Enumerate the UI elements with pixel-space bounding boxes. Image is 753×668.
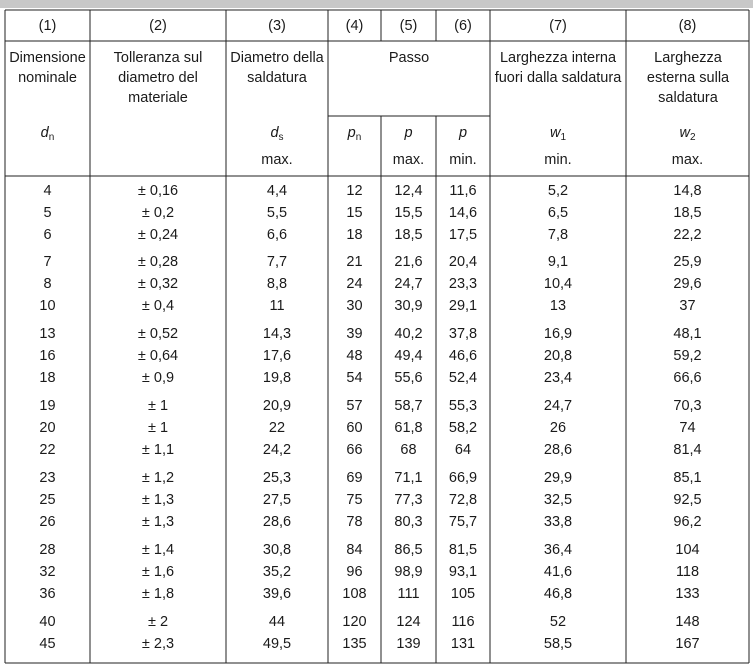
cell-passo-max: 77,3 — [394, 492, 423, 508]
cell-diametro: 35,2 — [262, 564, 292, 580]
cell-larghezza-interna: 52 — [549, 614, 567, 630]
cell-passo-min: 64 — [454, 442, 472, 458]
cell-larghezza-esterna: 167 — [675, 636, 700, 652]
cell-passo-max: 24,7 — [394, 276, 423, 292]
cell-passo-min: 14,6 — [448, 205, 478, 221]
cell-dimensione: 6 — [43, 227, 52, 243]
cell-passo-min: 58,2 — [448, 420, 478, 436]
cell-diametro: 5,5 — [266, 205, 288, 221]
cell-passo-n: 30 — [346, 298, 363, 314]
cell-diametro: 39,6 — [262, 586, 292, 602]
cell-tolleranza: ± 1,4 — [141, 542, 175, 558]
cell-diametro: 11 — [269, 298, 285, 314]
cell-passo-max: 49,4 — [394, 348, 423, 364]
cell-tolleranza: ± 1,3 — [141, 514, 175, 530]
cell-tolleranza: ± 0,9 — [141, 370, 175, 386]
cell-passo-n: 15 — [346, 205, 363, 221]
cell-passo-max: 15,5 — [394, 205, 423, 221]
cell-passo-max: 30,9 — [394, 298, 423, 314]
cell-larghezza-interna: 41,6 — [543, 564, 573, 580]
cell-passo-min: 75,7 — [448, 514, 478, 530]
cell-dimensione: 18 — [39, 370, 56, 386]
cell-larghezza-interna: 28,6 — [543, 442, 573, 458]
symbol-w1: $w_1$ — [549, 125, 567, 143]
cell-larghezza-esterna: 48,1 — [673, 326, 702, 342]
cell-larghezza-esterna: 81,4 — [673, 442, 702, 458]
cell-passo-min: 52,4 — [448, 370, 478, 386]
cell-tolleranza: ± 1,3 — [141, 492, 175, 508]
cell-diametro: 44 — [268, 614, 286, 630]
cell-passo-min: 131 — [450, 636, 476, 652]
cell-passo-min: 29,1 — [448, 298, 478, 314]
colnum-8: (8) — [678, 18, 697, 34]
symbol-p-min: p — [458, 125, 468, 141]
cell-passo-max: 21,6 — [394, 254, 423, 270]
cell-diametro: 24,2 — [262, 442, 292, 458]
cell-passo-min: 116 — [451, 614, 475, 630]
cell-diametro: 19,8 — [262, 370, 292, 386]
cell-passo-n: 96 — [346, 564, 363, 580]
cell-tolleranza: ± 1,6 — [141, 564, 175, 580]
cell-passo-min: 55,3 — [448, 398, 478, 414]
cell-dimensione: 10 — [39, 298, 56, 314]
cell-dimensione: 7 — [43, 254, 52, 270]
cell-dimensione: 5 — [43, 205, 52, 221]
cell-diametro: 7,7 — [266, 254, 288, 270]
cell-dimensione: 32 — [39, 564, 56, 580]
cell-tolleranza: ± 0,28 — [137, 254, 179, 270]
cell-diametro: 49,5 — [262, 636, 292, 652]
cell-larghezza-interna: 29,9 — [543, 470, 573, 486]
cell-passo-max: 12,4 — [394, 183, 423, 199]
cell-larghezza-interna: 13 — [549, 298, 567, 314]
limit-w2: max. — [671, 152, 704, 168]
symbol-pn: $p_n$ — [347, 125, 362, 143]
cell-passo-n: 60 — [346, 420, 363, 436]
cell-larghezza-esterna: 22,2 — [673, 227, 702, 243]
symbol-ds: $d_s$ — [270, 125, 284, 143]
cell-passo-min: 37,8 — [448, 326, 478, 342]
cell-larghezza-interna: 24,7 — [543, 398, 573, 414]
cell-diametro: 28,6 — [262, 514, 292, 530]
cell-passo-n: 12 — [346, 183, 363, 199]
symbol-p-max: p — [404, 125, 413, 141]
cell-passo-min: 20,4 — [448, 254, 478, 270]
cell-dimensione: 23 — [39, 470, 56, 486]
cell-larghezza-esterna: 29,6 — [673, 276, 702, 292]
cell-passo-min: 93,1 — [448, 564, 478, 580]
cell-larghezza-esterna: 92,5 — [673, 492, 702, 508]
cell-passo-n: 135 — [342, 636, 367, 652]
cell-tolleranza: ± 0,52 — [137, 326, 179, 342]
cell-larghezza-interna: 26 — [549, 420, 567, 436]
cell-passo-min: 17,5 — [448, 227, 478, 243]
header-diametro: Diametro della saldatura — [230, 50, 324, 86]
cell-larghezza-esterna: 74 — [679, 420, 696, 436]
colnum-5: (5) — [399, 18, 418, 34]
cell-diametro: 4,4 — [266, 183, 288, 199]
cell-tolleranza: ± 0,24 — [137, 227, 179, 243]
header-larghezza-interna: Larghezza interna fuori dalla saldatura — [494, 50, 622, 86]
cell-passo-max: 86,5 — [394, 542, 423, 558]
cell-larghezza-esterna: 14,8 — [673, 183, 702, 199]
cell-dimensione: 16 — [39, 348, 56, 364]
cell-passo-max: 111 — [397, 586, 420, 602]
cell-passo-n: 18 — [346, 227, 363, 243]
cell-passo-min: 66,9 — [448, 470, 478, 486]
cell-diametro: 22 — [268, 420, 286, 436]
cell-passo-max: 18,5 — [394, 227, 423, 243]
cell-larghezza-interna: 32,5 — [543, 492, 573, 508]
cell-passo-max: 61,8 — [394, 420, 423, 436]
cell-dimensione: 25 — [39, 492, 56, 508]
cell-tolleranza: ± 2 — [147, 614, 169, 630]
cell-larghezza-interna: 36,4 — [543, 542, 573, 558]
symbol-w2: $w_2$ — [679, 125, 696, 143]
cell-larghezza-esterna: 96,2 — [673, 514, 702, 530]
cell-passo-n: 108 — [342, 586, 367, 602]
cell-tolleranza: ± 2,3 — [141, 636, 175, 652]
cell-passo-max: 98,9 — [394, 564, 423, 580]
cell-larghezza-interna: 23,4 — [543, 370, 573, 386]
cell-larghezza-interna: 5,2 — [547, 183, 569, 199]
cell-passo-min: 81,5 — [448, 542, 478, 558]
cell-passo-n: 39 — [346, 326, 363, 342]
cell-diametro: 20,9 — [262, 398, 292, 414]
cell-larghezza-esterna: 104 — [675, 542, 700, 558]
limit-ds: max. — [261, 152, 293, 168]
cell-diametro: 27,5 — [262, 492, 292, 508]
limit-p-max: max. — [392, 152, 425, 168]
cell-larghezza-interna: 20,8 — [543, 348, 573, 364]
cell-tolleranza: ± 0,16 — [137, 183, 179, 199]
cell-passo-n: 69 — [346, 470, 363, 486]
cell-larghezza-interna: 9,1 — [547, 254, 569, 270]
cell-dimensione: 28 — [39, 542, 56, 558]
cell-passo-n: 24 — [346, 276, 363, 292]
cell-passo-n: 66 — [346, 442, 363, 458]
cell-larghezza-esterna: 18,5 — [673, 205, 702, 221]
cell-passo-n: 84 — [346, 542, 363, 558]
cell-tolleranza: ± 1 — [147, 398, 169, 414]
limit-p-min: min. — [449, 152, 477, 168]
cell-dimensione: 22 — [39, 442, 56, 458]
header-tolleranza: Tolleranza sul diametro del materiale — [113, 50, 203, 106]
cell-tolleranza: ± 1 — [147, 420, 169, 436]
cell-passo-n: 57 — [346, 398, 363, 414]
cell-passo-min: 105 — [450, 586, 476, 602]
header-larghezza-esterna: Larghezza esterna sulla saldatura — [646, 50, 730, 106]
cell-tolleranza: ± 0,4 — [141, 298, 175, 314]
cell-dimensione: 40 — [39, 614, 56, 630]
cell-tolleranza: ± 0,2 — [141, 205, 175, 221]
cell-dimensione: 8 — [43, 276, 52, 292]
colnum-4: (4) — [345, 18, 364, 34]
cell-tolleranza: ± 1,8 — [141, 586, 175, 602]
cell-dimensione: 4 — [43, 183, 52, 199]
cell-larghezza-esterna: 85,1 — [673, 470, 702, 486]
cell-diametro: 17,6 — [262, 348, 292, 364]
colnum-6: (6) — [454, 18, 472, 34]
cell-passo-max: 124 — [396, 614, 421, 630]
cell-dimensione: 26 — [39, 514, 56, 530]
cell-passo-n: 120 — [342, 614, 367, 630]
cell-passo-min: 11,6 — [449, 183, 477, 199]
colnum-1: (1) — [38, 18, 57, 34]
colnum-2: (2) — [149, 18, 167, 34]
cell-passo-n: 48 — [346, 348, 363, 364]
cell-diametro: 14,3 — [262, 326, 292, 342]
cell-larghezza-esterna: 133 — [675, 586, 700, 602]
cell-larghezza-interna: 58,5 — [543, 636, 573, 652]
cell-dimensione: 45 — [39, 636, 56, 652]
cell-passo-n: 54 — [346, 370, 363, 386]
cell-passo-max: 58,7 — [394, 398, 423, 414]
cell-tolleranza: ± 0,64 — [137, 348, 179, 364]
cell-tolleranza: ± 1,2 — [141, 470, 175, 486]
cell-larghezza-esterna: 25,9 — [673, 254, 702, 270]
cell-passo-max: 80,3 — [394, 514, 423, 530]
cell-passo-max: 71,1 — [394, 470, 423, 486]
cell-larghezza-interna: 16,9 — [543, 326, 573, 342]
cell-tolleranza: ± 1,1 — [141, 442, 175, 458]
cell-dimensione: 19 — [39, 398, 56, 414]
cell-passo-min: 23,3 — [448, 276, 478, 292]
cell-passo-max: 40,2 — [394, 326, 423, 342]
cell-larghezza-esterna: 70,3 — [673, 398, 702, 414]
header-passo: Passo — [388, 50, 430, 66]
colnum-3: (3) — [268, 18, 286, 34]
cell-larghezza-interna: 7,8 — [547, 227, 569, 243]
limit-w1: min. — [544, 152, 572, 168]
symbol-dn: $d_n$ — [40, 125, 55, 143]
cell-larghezza-interna: 33,8 — [543, 514, 573, 530]
cell-larghezza-esterna: 148 — [675, 614, 700, 630]
cell-larghezza-interna: 6,5 — [547, 205, 569, 221]
cell-passo-max: 139 — [396, 636, 421, 652]
cell-passo-min: 46,6 — [448, 348, 478, 364]
cell-larghezza-interna: 46,8 — [543, 586, 573, 602]
cell-larghezza-esterna: 37 — [679, 298, 696, 314]
cell-larghezza-interna: 10,4 — [543, 276, 573, 292]
cell-diametro: 30,8 — [262, 542, 292, 558]
cell-larghezza-esterna: 66,6 — [673, 370, 702, 386]
cell-diametro: 6,6 — [266, 227, 288, 243]
colnum-7: (7) — [549, 18, 567, 34]
cell-dimensione: 36 — [39, 586, 56, 602]
cell-larghezza-esterna: 59,2 — [673, 348, 702, 364]
cell-passo-max: 68 — [400, 442, 417, 458]
cell-tolleranza: ± 0,32 — [137, 276, 179, 292]
cell-dimensione: 20 — [39, 420, 56, 436]
cell-passo-n: 21 — [346, 254, 363, 270]
cell-passo-max: 55,6 — [394, 370, 423, 386]
cell-diametro: 8,8 — [266, 276, 288, 292]
cell-diametro: 25,3 — [262, 470, 292, 486]
cell-passo-min: 72,8 — [448, 492, 478, 508]
cell-passo-n: 78 — [346, 514, 363, 530]
header-dimensione: Dimensione nominale — [9, 50, 86, 86]
cell-dimensione: 13 — [39, 326, 56, 342]
cell-passo-n: 75 — [346, 492, 363, 508]
cell-larghezza-esterna: 118 — [675, 564, 700, 580]
